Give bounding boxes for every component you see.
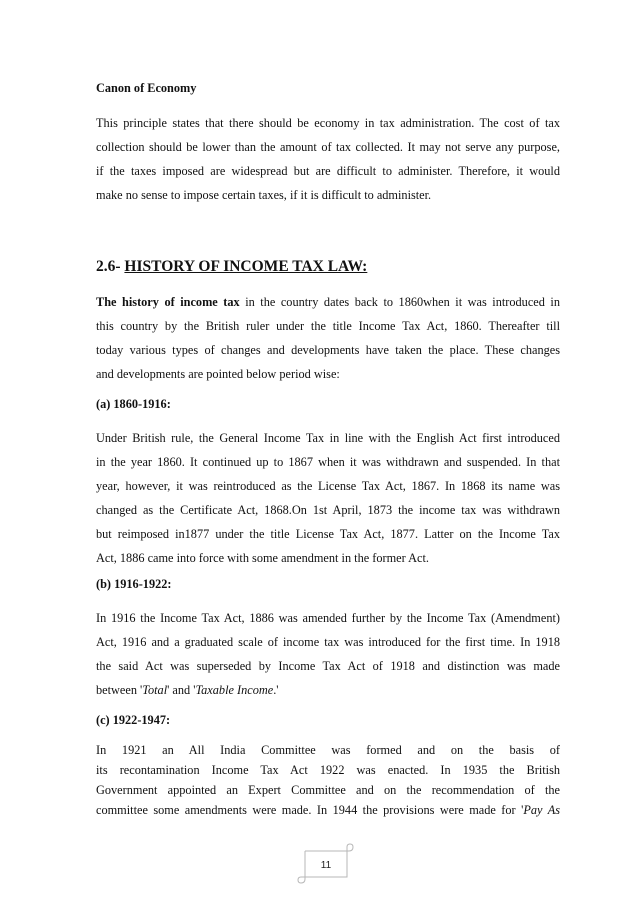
text-line: In 1916 the Income Tax Act, 1886 was amended further by the Income Tax (Amendment): [96, 611, 560, 625]
bold-lead: The history of income tax: [96, 295, 240, 309]
italic-term: Pay As: [523, 803, 560, 817]
text-line: This principle states that there should be economy in tax administration. The cost of tax: [96, 116, 560, 130]
text-run: between ': [96, 683, 143, 697]
text-line: changed as the Certificate Act, 1868.On 1st April, 1873 the income tax was withdrawn: [96, 503, 560, 517]
section-heading: [96, 258, 560, 276]
text-line: make no sense to impose certain taxes, if it is difficult to administer.: [96, 188, 432, 202]
text-line: and developments are pointed below period wise:: [96, 367, 340, 381]
text-run: in the country dates back to 1860when it was introduced in: [239, 295, 560, 309]
period-heading: (a) 1860-1916:: [96, 397, 171, 411]
text-line: but reimposed in1877 under the title License Tax Act, 1877. Latter on the Income Tax: [96, 527, 560, 541]
text-line: collection should be lower than the amount of tax collected. It may not serve any purpose,: [96, 140, 560, 154]
text-line: Act, 1916 and a graduated scale of income tax was introduced for the first time. In 1918: [96, 635, 560, 649]
period-heading: (c) 1922-1947:: [96, 713, 171, 727]
section-number: 2.6-: [96, 258, 121, 275]
text-line: Under British rule, the General Income Tax in line with the English Act first introduced: [96, 431, 560, 445]
italic-term: Taxable Income: [195, 683, 274, 697]
text-run: committee some amendments were made. In 1944 the provisions were made for ': [96, 803, 524, 817]
text-run: .': [273, 683, 279, 697]
text-line: Act, 1886 came into force with some amendment in the former Act.: [96, 551, 429, 565]
period-heading: (b) 1916-1922:: [96, 577, 172, 591]
text-line: this country by the British ruler under the title Income Tax Act, 1860. Thereafter till: [96, 319, 560, 333]
section-title: HISTORY OF INCOME TAX LAW:: [124, 258, 368, 275]
period-b-paragraph: [96, 606, 560, 702]
intro-paragraph: [96, 290, 560, 386]
text-line: In 1921 an All India Committee was formed and on the basis of: [96, 743, 560, 757]
text-line: [96, 800, 560, 820]
text-line: the said Act was superseded by Income Tax Act of 1918 and distinction was made: [96, 659, 560, 673]
text-line: [96, 678, 560, 702]
text-line: Government appointed an Expert Committee and on the recommendation of the: [96, 783, 560, 797]
period-a-paragraph: [96, 426, 560, 570]
italic-term: Total: [142, 683, 168, 697]
text-line: today various types of changes and developments have taken the place. These changes: [96, 343, 560, 357]
page-number-scroll: [297, 843, 355, 885]
text-line: if the taxes imposed are widespread but are difficult to administer. Therefore, it would: [96, 164, 560, 178]
text-line: [96, 290, 560, 314]
canon-heading: Canon of Economy: [96, 81, 197, 95]
text-line: year, however, it was reintroduced as the License Tax Act, 1867. In 1868 its name was: [96, 479, 560, 493]
canon-paragraph: [96, 111, 560, 207]
text-line: its recontamination Income Tax Act 1922 was enacted. In 1935 the British: [96, 763, 560, 777]
period-c-paragraph: [96, 740, 560, 820]
page-number: 11: [320, 860, 332, 871]
text-run: ' and ': [167, 683, 196, 697]
text-line: in the year 1860. It continued up to 1867 when it was withdrawn and suspended. In that: [96, 455, 560, 469]
